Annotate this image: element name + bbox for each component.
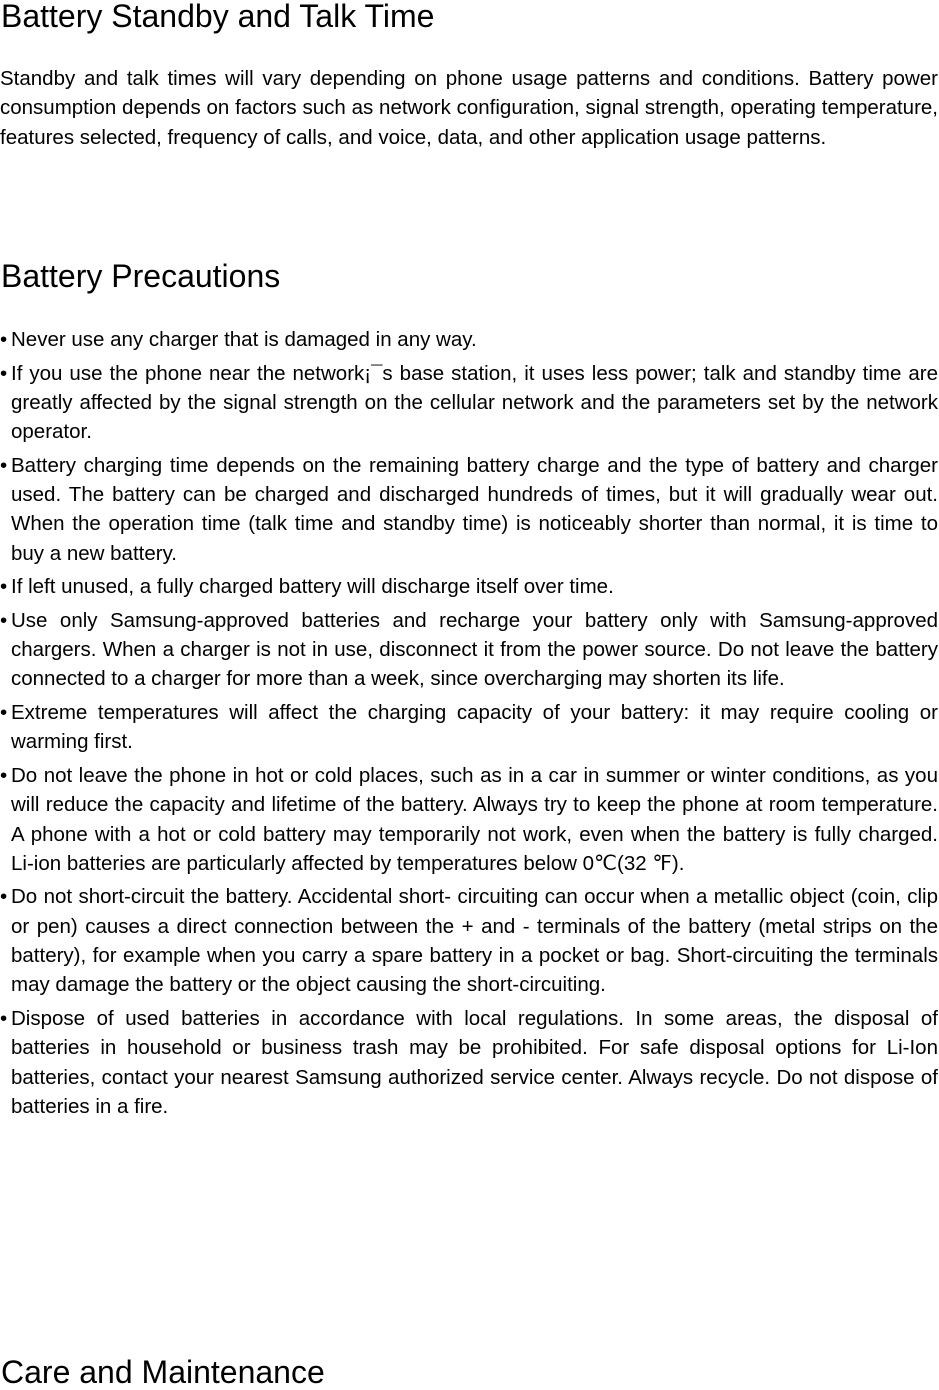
precautions-list [0, 325, 938, 1125]
section-heading-battery-standby: Battery Standby and Talk Time [1, 0, 435, 34]
list-item-text: If you use the phone near the network¡¯s base station, it uses less power; talk and standby time are greatly affected by the signal strength on the cellular network and the parameters set by the network operator. [11, 361, 938, 444]
section-heading-care-maintenance: Care and Maintenance [1, 1354, 325, 1390]
list-item [0, 1004, 938, 1121]
list-item [0, 606, 938, 694]
bullet-marker: • [0, 328, 8, 351]
list-item [0, 761, 938, 878]
list-item-text: Extreme temperatures will affect the charging capacity of your battery: it may require cooling or warming first. [11, 701, 938, 754]
list-item [0, 698, 938, 757]
list-item [0, 451, 938, 568]
bullet-marker: • [0, 361, 8, 385]
list-item-text: Use only Samsung-approved batteries and recharge your battery only with Samsung-approved chargers. When a charger is not in use, disconnect it from the power source. Do not leave the battery connected to a charger for more than a week, since overcharging may shorten its life. [11, 608, 938, 691]
bullet-marker: • [0, 763, 8, 787]
list-item [0, 325, 938, 354]
list-item [0, 882, 938, 999]
list-item-text: Do not leave the phone in hot or cold places, such as in a car in summer or winter conditions, as you will reduce the capacity and lifetime of the battery. Always try to keep the phone at room temperature. A phone with a hot or cold battery may temporarily not work, even when the battery is fully charged. Li-ion batteries are particularly affected by temperatures below 0℃(32 ℉). [11, 763, 938, 875]
bullet-marker: • [0, 453, 8, 477]
section-heading-battery-precautions: Battery Precautions [1, 258, 281, 294]
list-item-text: Never use any charger that is damaged in any way. [11, 328, 477, 351]
standby-paragraph: Standby and talk times will vary depending on phone usage patterns and conditions. Battery power consumption depends on factors such as network configuration, signal strength, operating temperature, features selected, frequency of calls, and voice, data, and other application usage patterns. [0, 67, 938, 149]
list-item-text: If left unused, a fully charged battery will discharge itself over time. [11, 575, 614, 599]
bullet-marker: • [0, 701, 8, 725]
list-item [0, 359, 938, 447]
list-item-text: Dispose of used batteries in accordance with local regulations. In some areas, the disposal of batteries in household or business trash may be prohibited. For safe disposal options for Li-Ion batteries, contact your nearest Samsung authorized service center. Always recycle. Do not dispose of batteries in a fire. [11, 1006, 938, 1118]
bullet-marker: • [0, 1006, 8, 1030]
bullet-marker: • [0, 608, 8, 632]
list-item-text: Battery charging time depends on the remaining battery charge and the type of battery and charger used. The battery can be charged and discharged hundreds of times, but it will gradually wear out. When the operation time (talk time and standby time) is noticeably shorter than normal, it is time to buy a new battery. [11, 453, 938, 565]
list-item [0, 572, 938, 601]
list-item-text: Do not short-circuit the battery. Accidental short- circuiting can occur when a metallic object (coin, clip or pen) causes a direct connection between the + and - terminals of the battery (metal strips on the battery), for example when you carry a spare battery in a pocket or bag. Short-circuiting the terminals may damage the battery or the object causing the short-circuiting. [11, 885, 938, 997]
bullet-marker: • [0, 885, 8, 909]
bullet-marker: • [0, 575, 8, 599]
